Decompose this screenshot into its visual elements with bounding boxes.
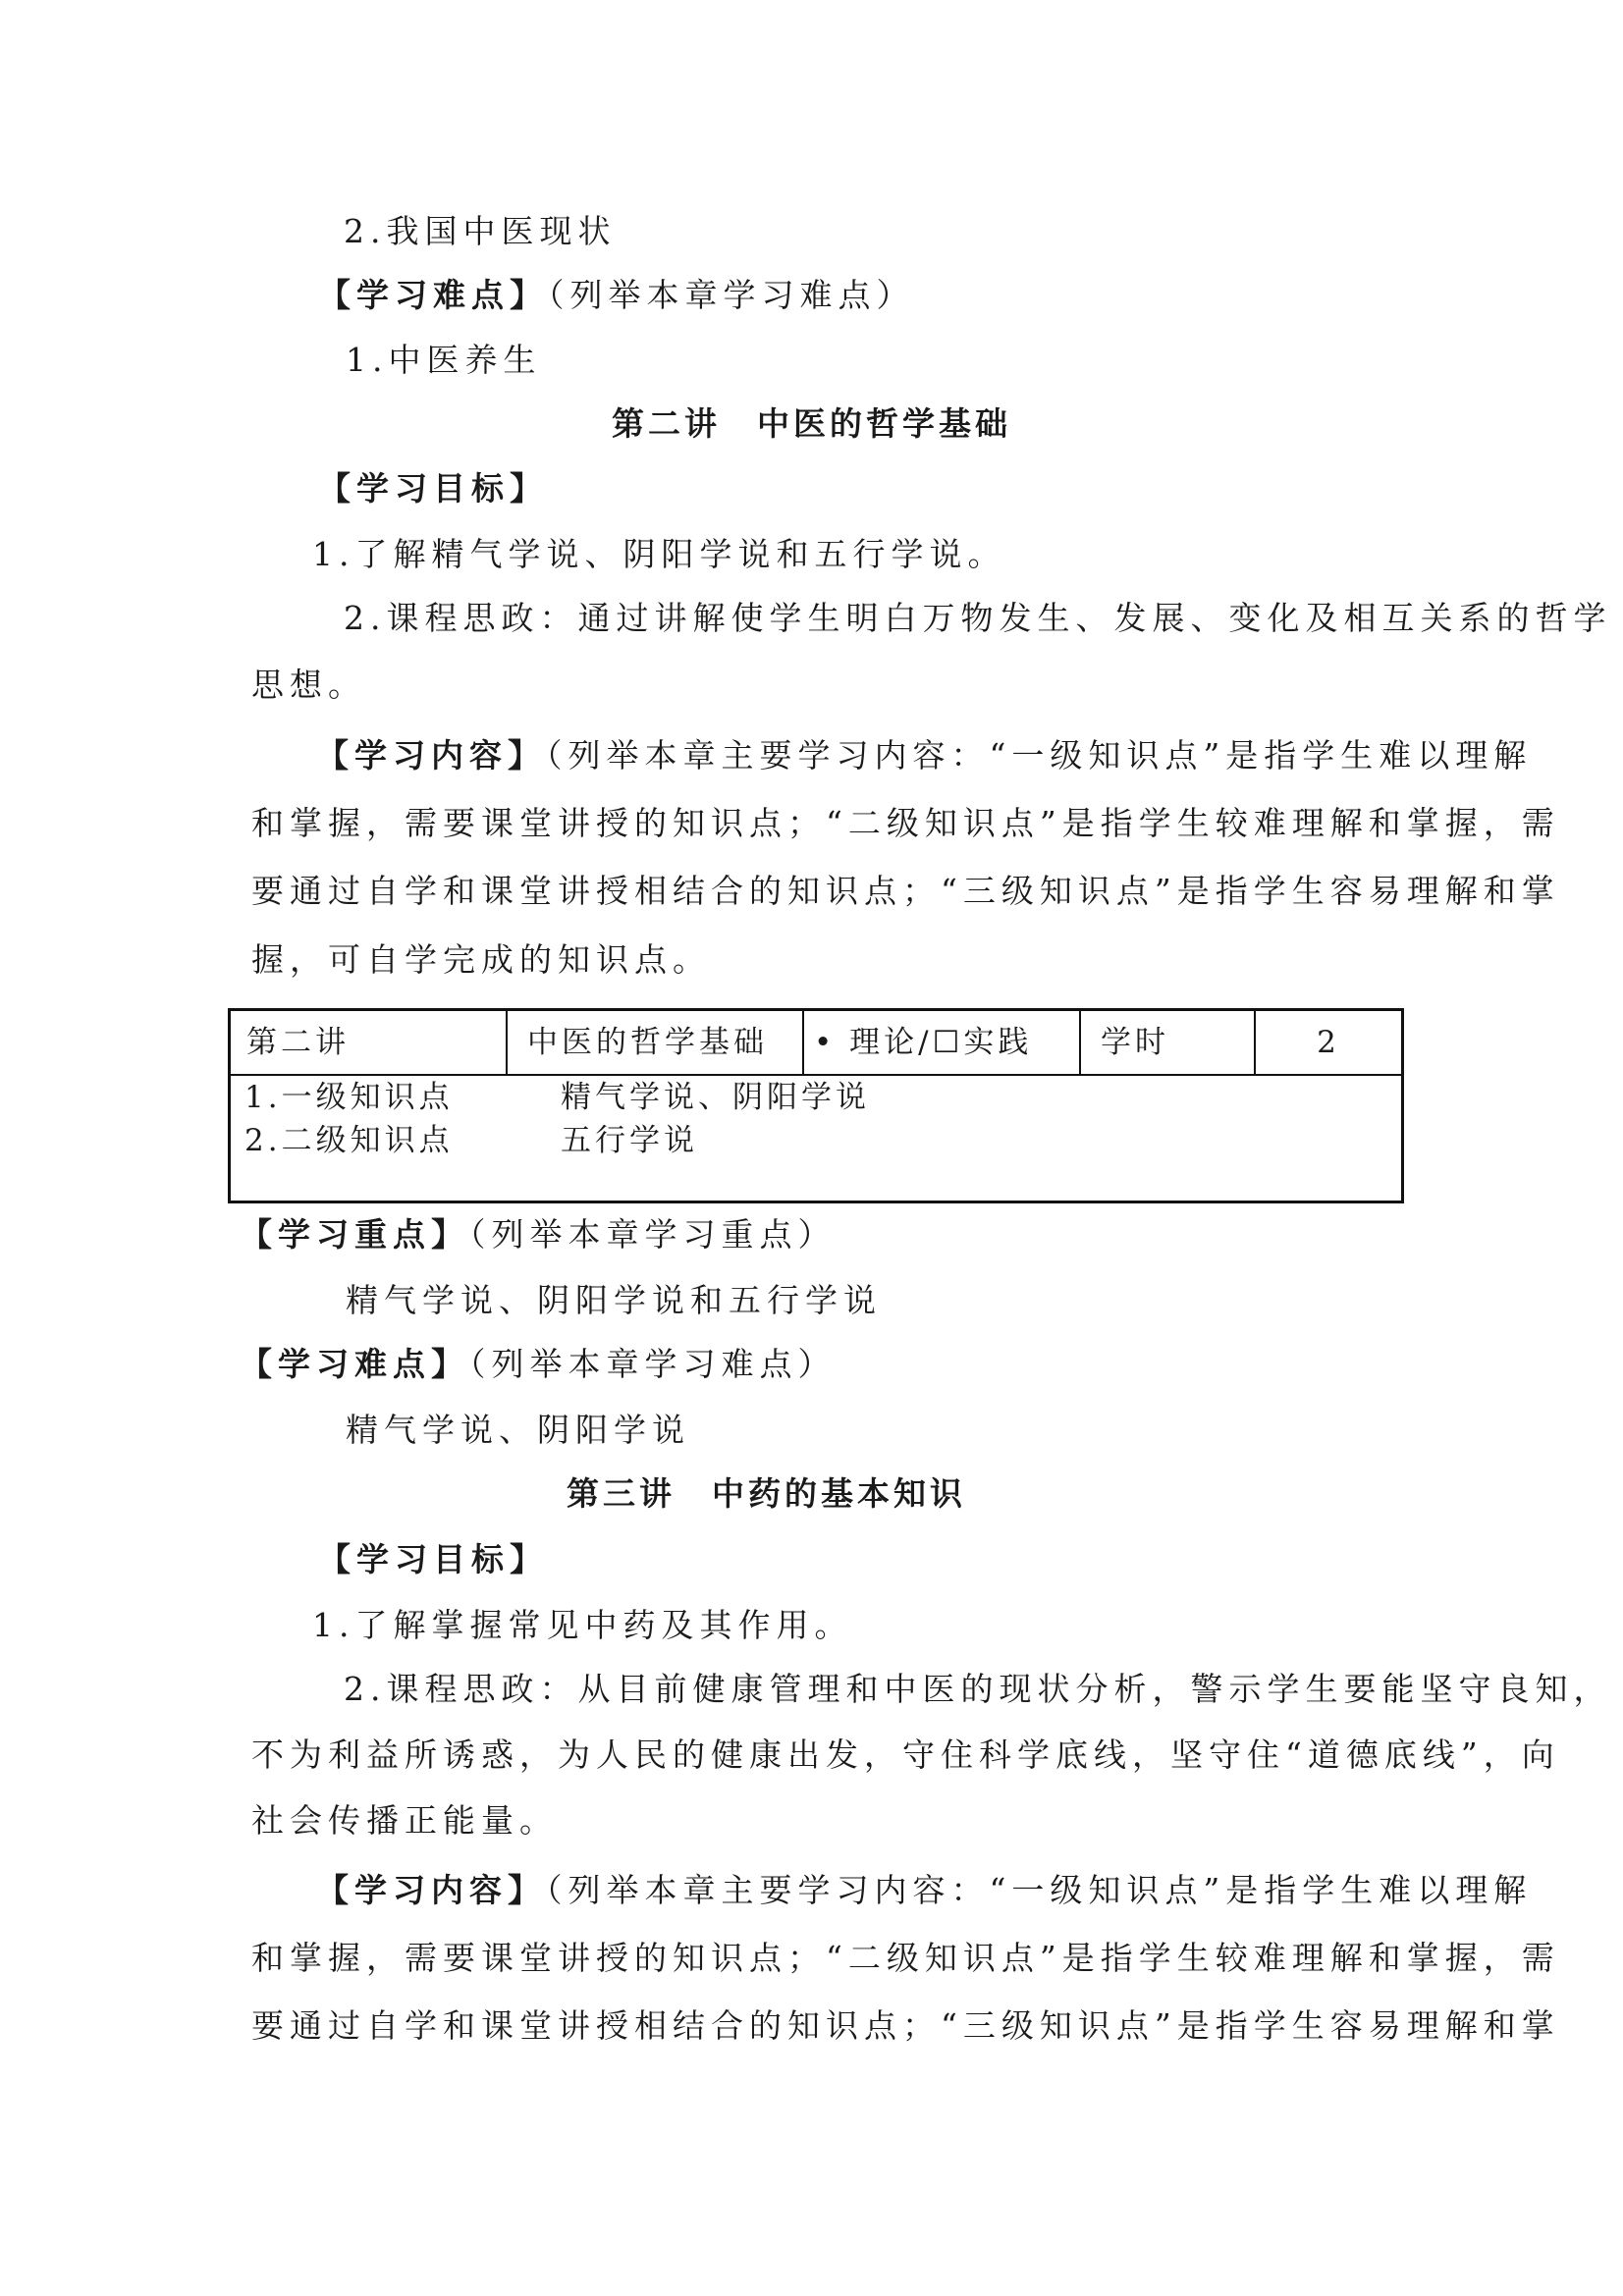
table-cell-hours-value: 2 <box>1317 1025 1340 1060</box>
lecture2-content-text: （列举本章主要学习内容：“一级知识点”是指学生难以理解 <box>546 736 1533 774</box>
lecture2-key-label: 【学习重点】 <box>240 1215 469 1254</box>
lecture3-goal-2-line3: 社会传播正能量。 <box>251 1801 558 1840</box>
kp2-value: 五行学说 <box>561 1123 698 1158</box>
lecture2-difficulty-note: （列举本章学习难点） <box>469 1345 837 1383</box>
kp1-label: 1.一级知识点 <box>244 1080 454 1115</box>
lecture2-content-label: 【学习内容】 <box>316 736 546 774</box>
table-header-row <box>231 1011 1401 1076</box>
knowledge-table <box>228 1008 1404 1203</box>
lecture3-content-line3: 要通过自学和课堂讲授相结合的知识点；“三级知识点”是指学生容易理解和掌 <box>251 2006 1560 2045</box>
lecture2-key-note: （列举本章学习重点） <box>469 1215 837 1254</box>
lecture2-key-heading <box>240 1215 837 1255</box>
lecture2-content-line2: 和掌握，需要课堂讲授的知识点；“二级知识点”是指学生较难理解和掌握，需 <box>251 804 1560 842</box>
kp2-label: 2.二级知识点 <box>244 1123 454 1158</box>
lecture2-content-line1 <box>316 736 1532 775</box>
lecture2-difficulty-item: 精气学说、阴阳学说 <box>346 1411 690 1449</box>
item-text: 2.我国中医现状 <box>344 212 617 250</box>
difficulty-label: 【学习难点】 <box>318 276 548 314</box>
table-cell-type: • 理论/☐实践 <box>814 1025 1033 1060</box>
lecture2-key-item: 精气学说、阴阳学说和五行学说 <box>346 1281 882 1319</box>
difficulty-item: 1.中医养生 <box>346 341 542 379</box>
lecture3-goal-label: 【学习目标】 <box>318 1540 548 1578</box>
lecture2-goal-label: 【学习目标】 <box>318 469 548 507</box>
table-cell-topic: 中医的哲学基础 <box>527 1025 768 1060</box>
kp1-value: 精气学说、阴阳学说 <box>561 1080 870 1115</box>
difficulty-note: （列举本章学习难点） <box>548 276 915 314</box>
lecture2-goal-2-line2: 思想。 <box>251 666 366 704</box>
lecture3-goal-2-line1: 2.课程思政：从目前健康管理和中医的现状分析，警示学生要能坚守良知， <box>344 1670 1612 1708</box>
lecture3-content-label: 【学习内容】 <box>316 1871 546 1909</box>
lecture2-goal-1: 1.了解精气学说、阴阳学说和五行学说。 <box>312 535 1006 573</box>
lecture3-content-line1 <box>316 1871 1532 1910</box>
difficulty-heading <box>318 276 915 315</box>
lecture3-content-line2: 和掌握，需要课堂讲授的知识点；“二级知识点”是指学生较难理解和掌握，需 <box>251 1939 1560 1977</box>
table-cell-lecture: 第二讲 <box>246 1025 350 1060</box>
lecture2-difficulty-label: 【学习难点】 <box>240 1345 469 1383</box>
lecture2-title: 第二讲 中医的哲学基础 <box>612 404 1011 443</box>
lecture3-goal-1: 1.了解掌握常见中药及其作用。 <box>312 1606 853 1644</box>
lecture2-goal-2-line1: 2.课程思政：通过讲解使学生明白万物发生、发展、变化及相互关系的哲学 <box>344 599 1612 637</box>
lecture3-content-text: （列举本章主要学习内容：“一级知识点”是指学生难以理解 <box>546 1871 1533 1909</box>
lecture3-goal-2-line2: 不为利益所诱惑，为人民的健康出发，守住科学底线，坚守住“道德底线”，向 <box>251 1735 1560 1774</box>
table-cell-hours-label: 学时 <box>1101 1025 1169 1060</box>
lecture3-title: 第三讲 中药的基本知识 <box>567 1474 966 1513</box>
lecture2-content-line4: 握，可自学完成的知识点。 <box>251 940 711 979</box>
lecture2-content-line3: 要通过自学和课堂讲授相结合的知识点；“三级知识点”是指学生容易理解和掌 <box>251 872 1560 910</box>
lecture2-difficulty-heading <box>240 1345 837 1384</box>
